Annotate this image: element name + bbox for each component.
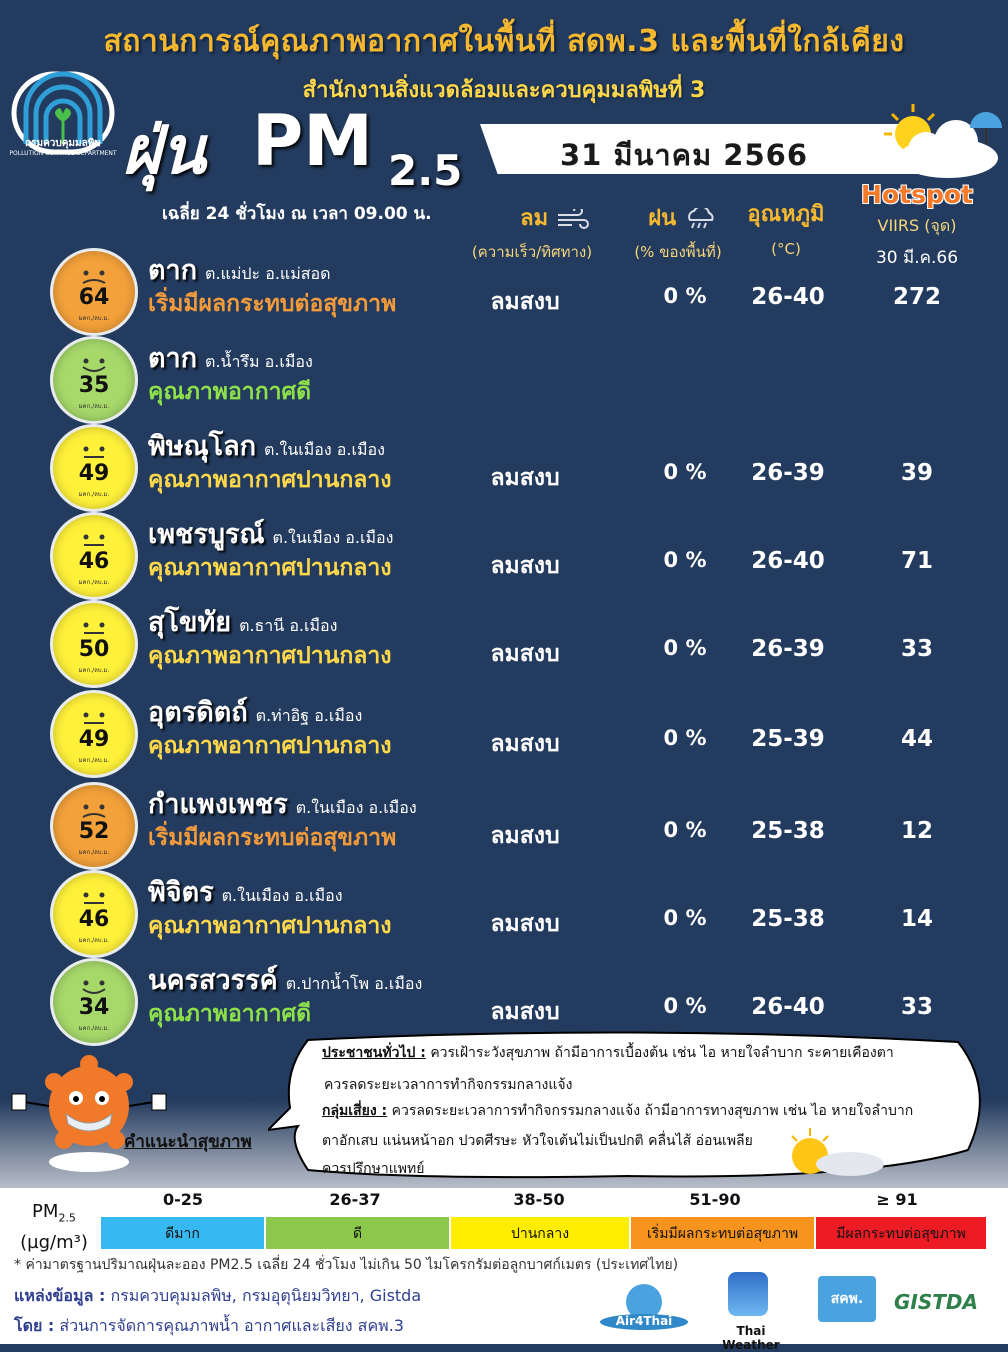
rain-value: 0 % <box>663 284 707 308</box>
source-line <box>14 1284 421 1309</box>
office-logo-text: สคพ. <box>830 1291 864 1307</box>
station-row <box>0 424 1008 512</box>
station-location: ต.ในเมือง อ.เมือง <box>221 886 343 905</box>
advice-general-text-1: ควรเฝ้าระวังสุขภาพ ถ้ามีอาการเบื้องต้น เช่น ไอ หายใจลำบาก ระคายเคืองตา <box>430 1045 894 1061</box>
province-label: ตาก <box>148 255 198 286</box>
by-text: ส่วนการจัดการคุณภาพน้ำ อากาศและเสียง สคพ.3 <box>59 1316 404 1335</box>
office-logo <box>818 1276 876 1322</box>
wind-value: ลมสงบ <box>490 289 560 315</box>
pm-unit: มคก./ลบ.ม. <box>78 1025 110 1032</box>
pm-unit: มคก./ลบ.ม. <box>78 491 110 498</box>
temp-value: 25-39 <box>751 726 825 752</box>
scale-band: มีผลกระทบต่อสุขภาพ <box>815 1216 987 1250</box>
station-location: ต.ในเมือง อ.เมือง <box>272 528 394 547</box>
province-name <box>148 424 385 467</box>
province-label: กำแพงเพชร <box>148 789 288 820</box>
dust-mascot-icon <box>4 1044 174 1176</box>
report-date: 31 มีนาคม 2566 <box>560 138 809 172</box>
province-name <box>148 248 331 291</box>
by-line <box>14 1314 404 1339</box>
aqi-face-icon <box>50 600 138 688</box>
wind-value: ลมสงบ <box>490 465 560 491</box>
province-name <box>148 958 422 1001</box>
wind-value: ลมสงบ <box>490 731 560 757</box>
scale-range: ≥ 91 <box>876 1190 918 1209</box>
aqi-face-icon <box>50 870 138 958</box>
scale-range: 26-37 <box>329 1190 381 1209</box>
station-location: ต.ธานี อ.เมือง <box>239 616 338 635</box>
station-row <box>0 336 1008 424</box>
pm-heading-thai: ฝุ่น <box>122 112 206 189</box>
pm-unit: มคก./ลบ.ม. <box>78 315 110 322</box>
logo-text: กรมควบคุมมลพิษ <box>25 138 101 149</box>
thai-weather-logo <box>706 1272 780 1352</box>
by-label: โดย : <box>14 1316 55 1335</box>
temp-label: อุณหภูมิ <box>747 202 825 227</box>
advice-general-line-1 <box>322 1042 894 1064</box>
hotspot-value: 33 <box>900 636 933 662</box>
province-name <box>148 600 337 643</box>
advice-title: คำแนะนำสุขภาพ <box>124 1132 252 1152</box>
wind-value: ลมสงบ <box>490 911 560 937</box>
pm-value: 52 <box>78 819 110 844</box>
pm-unit: มคก./ลบ.ม. <box>78 757 110 764</box>
station-location: ต.ในเมือง อ.เมือง <box>295 798 417 817</box>
province-name <box>148 870 343 913</box>
province-label: พิจิตร <box>148 877 214 908</box>
pm-value: 50 <box>78 637 110 662</box>
scale-range: 38-50 <box>513 1190 565 1209</box>
scale-pm-text: PM <box>32 1201 59 1222</box>
aqi-face-icon <box>50 248 138 336</box>
rain-value: 0 % <box>663 726 707 750</box>
aqi-face-icon <box>50 782 138 870</box>
thai-weather-icon <box>728 1272 768 1316</box>
scale-band: เริ่มมีผลกระทบต่อสุขภาพ <box>630 1216 815 1250</box>
pm-value: 35 <box>78 373 110 398</box>
logo-text-en: POLLUTION CONTROL DEPARTMENT <box>9 150 117 157</box>
air-quality-status: คุณภาพอากาศปานกลาง <box>148 733 392 759</box>
rain-cloud-icon <box>684 208 718 230</box>
province-label: สุโขทัย <box>148 607 232 638</box>
wind-header <box>500 200 610 235</box>
aqi-face-icon <box>50 690 138 778</box>
station-location: ต.ท่าอิฐ อ.เมือง <box>255 706 363 725</box>
air-quality-status: คุณภาพอากาศปานกลาง <box>148 643 392 669</box>
rain-value: 0 % <box>663 994 707 1018</box>
temp-value: 26-40 <box>751 548 825 574</box>
station-location: ต.แม่ปะ อ.แม่สอด <box>205 264 331 283</box>
pm-unit: มคก./ลบ.ม. <box>78 849 110 856</box>
hotspot-label: Hotspot <box>861 180 973 209</box>
station-location: ต.ปากน้ำโพ อ.เมือง <box>285 974 423 993</box>
scale-band: ปานกลาง <box>450 1216 630 1250</box>
hotspot-value: 12 <box>900 818 933 844</box>
advice-general-label: ประชาชนทั่วไป : <box>322 1045 426 1061</box>
advice-risk-text-2: ตาอักเสบ แน่นหน้าอก ปวดศีรษะ หัวใจเต้นไม่เป็นปกติ คลื่นไส้ อ่อนเพลีย <box>322 1133 753 1149</box>
station-location: ต.ในเมือง อ.เมือง <box>264 440 385 459</box>
wind-value: ลมสงบ <box>490 999 560 1025</box>
station-location: ต.น้ำรึม อ.เมือง <box>205 352 313 371</box>
air-quality-status: คุณภาพอากาศปานกลาง <box>148 467 392 493</box>
pm-value: 49 <box>78 727 110 752</box>
hotspot-date: 30 มี.ค.66 <box>875 248 959 268</box>
advice-general-text-2: ควรลดระยะเวลาการทำกิจกรรมกลางแจ้ง <box>324 1077 573 1093</box>
province-label: ตาก <box>148 343 198 374</box>
thai-weather-text: Thai Weather <box>722 1324 780 1352</box>
aqi-face-icon <box>50 424 138 512</box>
wind-value: ลมสงบ <box>490 553 560 579</box>
station-row <box>0 782 1008 870</box>
average-note: เฉลี่ย 24 ชั่วโมง ณ เวลา 09.00 น. <box>162 204 432 224</box>
page-subtitle: สำนักงานสิ่งแวดล้อมและควบคุมมลพิษที่ 3 <box>302 78 706 103</box>
rain-sub: (% ของพื้นที่) <box>634 243 722 261</box>
air4thai-logo <box>598 1280 690 1336</box>
hotspot-sub: VIIRS (จุด) <box>877 216 957 235</box>
rain-value: 0 % <box>663 548 707 572</box>
scale-pm-label <box>14 1200 94 1255</box>
rain-header <box>638 200 728 235</box>
pm-value: 34 <box>78 995 110 1020</box>
hotspot-value: 14 <box>900 906 933 932</box>
pm-unit: มคก./ลบ.ม. <box>78 579 110 586</box>
province-label: เพชรบูรณ์ <box>148 519 265 550</box>
air-quality-status: คุณภาพอากาศปานกลาง <box>148 913 392 939</box>
temp-value: 25-38 <box>751 818 825 844</box>
station-row <box>0 512 1008 600</box>
wind-label: ลม <box>520 206 549 231</box>
source-text: กรมควบคุมมลพิษ, กรมอุตุนิยมวิทยา, Gistda <box>110 1286 422 1305</box>
scale-range: 0-25 <box>162 1190 204 1209</box>
pm-value: 46 <box>78 907 110 932</box>
temp-value: 25-38 <box>751 906 825 932</box>
temp-value: 26-39 <box>751 460 825 486</box>
temp-value: 26-40 <box>751 994 825 1020</box>
sun-cloud-icon <box>878 100 1004 184</box>
province-name <box>148 782 417 825</box>
rain-label: ฝน <box>648 206 677 231</box>
page-title: สถานการณ์คุณภาพอากาศในพื้นที่ สดพ.3 และพื้นที่ใกล้เคียง <box>103 24 905 59</box>
temp-value: 26-39 <box>751 636 825 662</box>
aqi-face-icon <box>50 512 138 600</box>
scale-band: ดีมาก <box>100 1216 265 1250</box>
pm-heading: PM <box>252 100 373 182</box>
wind-value: ลมสงบ <box>490 823 560 849</box>
rain-value: 0 % <box>663 906 707 930</box>
air4thai-text: Air4Thai <box>615 1314 673 1328</box>
station-row <box>0 248 1008 336</box>
air-quality-status: คุณภาพอากาศดี <box>148 379 312 405</box>
station-row <box>0 600 1008 688</box>
sun-icon <box>780 1122 886 1178</box>
pm-value: 64 <box>78 285 110 310</box>
pm-heading-sub: 2.5 <box>388 146 463 195</box>
scale-range: 51-90 <box>689 1190 741 1209</box>
province-label: นครสวรรค์ <box>148 965 278 996</box>
advice-risk-label: กลุ่มเสี่ยง : <box>322 1103 388 1119</box>
air-quality-status: คุณภาพอากาศดี <box>148 1001 312 1027</box>
air-quality-status: เริ่มมีผลกระทบต่อสุขภาพ <box>148 825 397 851</box>
advice-risk-text-1: ควรลดระยะเวลาการทำกิจกรรมกลางแจ้ง ถ้ามีอาการทางสุขภาพ เช่น ไอ หายใจลำบาก <box>391 1103 914 1119</box>
province-label: อุตรดิตถ์ <box>148 697 248 728</box>
province-label: พิษณุโลก <box>148 431 257 462</box>
station-row <box>0 690 1008 778</box>
rain-value: 0 % <box>663 460 707 484</box>
hotspot-value: 39 <box>900 460 933 486</box>
temp-sub: (°C) <box>771 240 801 258</box>
station-row <box>0 870 1008 958</box>
scale-band: ดี <box>265 1216 450 1250</box>
pm-unit: มคก./ลบ.ม. <box>78 403 110 410</box>
temp-value: 26-40 <box>751 284 825 310</box>
pm-value: 49 <box>78 461 110 486</box>
pm-unit: มคก./ลบ.ม. <box>78 667 110 674</box>
rain-value: 0 % <box>663 818 707 842</box>
province-name <box>148 512 393 555</box>
advice-risk-line-1 <box>322 1100 913 1122</box>
province-name <box>148 336 313 379</box>
advice-risk-text-3: ควรปรึกษาแพทย์ <box>322 1161 425 1177</box>
wind-value: ลมสงบ <box>490 641 560 667</box>
aqi-face-icon <box>50 958 138 1046</box>
hotspot-value: 71 <box>900 548 933 574</box>
hotspot-value: 33 <box>900 994 933 1020</box>
hotspot-value: 44 <box>900 726 933 752</box>
wind-icon <box>556 209 590 229</box>
province-name <box>148 690 362 733</box>
pm-value: 46 <box>78 549 110 574</box>
source-label: แหล่งข้อมูล : <box>14 1286 106 1305</box>
air-quality-status: คุณภาพอากาศปานกลาง <box>148 555 392 581</box>
aqi-face-icon <box>50 336 138 424</box>
scale-pm-sub: 2.5 <box>58 1211 76 1225</box>
scale-unit: (µg/m³) <box>20 1231 88 1253</box>
wind-sub: (ความเร็ว/ทิศทาง) <box>471 243 593 261</box>
rain-value: 0 % <box>663 636 707 660</box>
gistda-logo: GISTDA <box>894 1290 978 1314</box>
pm-unit: มคก./ลบ.ม. <box>78 937 110 944</box>
footnote: * ค่ามาตรฐานปริมาณฝุ่นละออง PM2.5 เฉลี่ย 24 ชั่วโมง ไม่เกิน 50 ไมโครกรัมต่อลูกบาศก์เมตร (ประเทศไทย) <box>14 1257 679 1273</box>
hotspot-value: 272 <box>892 284 941 310</box>
air-quality-status: เริ่มมีผลกระทบต่อสุขภาพ <box>148 291 397 317</box>
